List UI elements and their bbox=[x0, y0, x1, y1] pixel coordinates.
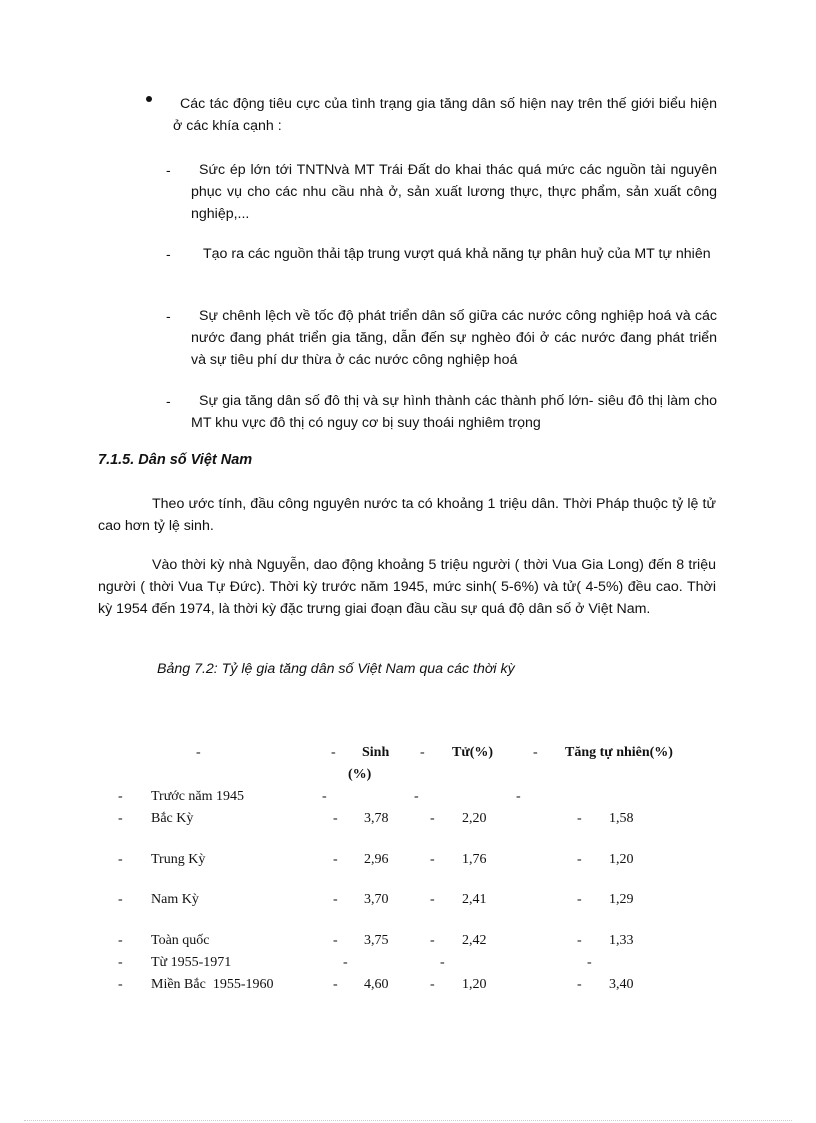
dash-marker: - bbox=[333, 811, 338, 826]
header-tu: Tử(%) bbox=[452, 745, 494, 760]
dash-marker: - bbox=[166, 308, 171, 324]
dash-marker: - bbox=[118, 852, 123, 867]
dash-marker: - bbox=[343, 955, 348, 970]
dash-marker: - bbox=[430, 852, 435, 867]
list-item: Sự gia tăng dân số đô thị và sự hình thành các thành phố lớn- siêu đô thị làm cho MT khu vực đô thị có nguy cơ bị suy thoái nghiêm trọng bbox=[191, 393, 717, 431]
table-caption: Bảng 7.2: Tỷ lệ gia tăng dân số Việt Nam qua các thời kỳ bbox=[157, 661, 515, 677]
dash-marker: - bbox=[166, 246, 171, 262]
list-item: Sức ép lớn tới TNTNvà MT Trái Đất do khai thác quá mức các nguồn tài nguyên phục vụ cho các nhu cầu nhà ở, sản xuất lương thực, thực phẩm, sản xuất công nghiệp,... bbox=[191, 162, 717, 222]
cell-tang: 1,33 bbox=[609, 933, 634, 948]
header-tang: Tăng tự nhiên(%) bbox=[565, 745, 673, 760]
dash-marker: - bbox=[587, 955, 592, 970]
row-label: Nam Kỳ bbox=[151, 892, 199, 907]
cell-sinh: 3,78 bbox=[364, 811, 389, 826]
dash-marker: - bbox=[166, 162, 171, 178]
cell-tang: 1,58 bbox=[609, 811, 634, 826]
header-sinh: Sinh bbox=[362, 745, 390, 760]
cell-sinh: 3,75 bbox=[364, 933, 389, 948]
section-heading: 7.1.5. Dân số Việt Nam bbox=[98, 452, 253, 468]
row-label: Trước năm 1945 bbox=[151, 789, 245, 804]
cell-tang: 3,40 bbox=[609, 977, 634, 992]
dash-marker: - bbox=[440, 955, 445, 970]
header-sinh-unit: (%) bbox=[348, 767, 372, 782]
dash-marker: - bbox=[166, 393, 171, 409]
dash-marker: - bbox=[118, 789, 123, 804]
dash-marker: - bbox=[430, 892, 435, 907]
dash-marker: - bbox=[118, 933, 123, 948]
row-label: Toàn quốc bbox=[151, 933, 210, 948]
dash-marker: - bbox=[577, 892, 582, 907]
bullet-text: Các tác động tiêu cực của tình trạng gia tăng dân số hiện nay trên thế giới biểu hiện ở các khía cạnh : bbox=[173, 96, 717, 134]
cell-tu: 2,20 bbox=[462, 811, 487, 826]
cell-sinh: 4,60 bbox=[364, 977, 389, 992]
dash-marker: - bbox=[430, 977, 435, 992]
cell-tang: 1,20 bbox=[609, 852, 634, 867]
cell-tu: 2,41 bbox=[462, 892, 487, 907]
dash-marker: - bbox=[577, 933, 582, 948]
dash-marker: - bbox=[420, 745, 425, 760]
dash-marker: - bbox=[118, 892, 123, 907]
cell-sinh: 3,70 bbox=[364, 892, 389, 907]
row-label: Miền Bắc 1955-1960 bbox=[151, 977, 274, 992]
dash-marker: - bbox=[196, 745, 201, 760]
dash-marker: - bbox=[118, 977, 123, 992]
cell-sinh: 2,96 bbox=[364, 852, 389, 867]
bullet-dot-icon bbox=[146, 96, 152, 102]
cell-tu: 1,76 bbox=[462, 852, 487, 867]
row-label: Trung Kỳ bbox=[151, 852, 206, 867]
cell-tang: 1,29 bbox=[609, 892, 634, 907]
dash-marker: - bbox=[577, 811, 582, 826]
cell-tu: 1,20 bbox=[462, 977, 487, 992]
dash-marker: - bbox=[414, 789, 419, 804]
dash-marker: - bbox=[118, 955, 123, 970]
dash-marker: - bbox=[331, 745, 336, 760]
dash-marker: - bbox=[577, 852, 582, 867]
dash-marker: - bbox=[322, 789, 327, 804]
list-item: Sự chênh lệch về tốc độ phát triển dân số giữa các nước công nghiệp hoá và các nước đang phát triển gia tăng, dẫn đến sự nghèo đói ở các nước đang phát triển và sự tiêu phí dư thừa ở các nước công nghiệp hoá bbox=[191, 308, 717, 368]
paragraph: Vào thời kỳ nhà Nguyễn, dao động khoảng 5 triệu người ( thời Vua Gia Long) đến 8 triệu người ( thời Vua Tự Đức). Thời kỳ trước năm 1945, mức sinh( 5-6%) và tử( 4-5%) đều cao. Thời kỳ 1954 đến 1974, là thời kỳ đặc trưng giai đoạn đầu cầu sự quá độ dân số ở Việt Nam. bbox=[98, 557, 716, 617]
cell-tu: 2,42 bbox=[462, 933, 487, 948]
dash-marker: - bbox=[533, 745, 538, 760]
dash-marker: - bbox=[430, 811, 435, 826]
dash-marker: - bbox=[118, 811, 123, 826]
dash-marker: - bbox=[333, 977, 338, 992]
row-label: Từ 1955-1971 bbox=[151, 955, 232, 970]
dash-marker: - bbox=[333, 892, 338, 907]
dash-marker: - bbox=[333, 852, 338, 867]
paragraph: Theo ước tính, đầu công nguyên nước ta có khoảng 1 triệu dân. Thời Pháp thuộc tỷ lệ tử cao hơn tỷ lệ sinh. bbox=[98, 496, 716, 534]
dash-marker: - bbox=[333, 933, 338, 948]
page-bottom-divider bbox=[24, 1120, 792, 1121]
row-label: Bắc Kỳ bbox=[151, 811, 194, 826]
dash-marker: - bbox=[516, 789, 521, 804]
dash-marker: - bbox=[577, 977, 582, 992]
list-item: Tạo ra các nguồn thải tập trung vượt quá khả năng tự phân huỷ của MT tự nhiên bbox=[203, 246, 711, 262]
dash-marker: - bbox=[430, 933, 435, 948]
